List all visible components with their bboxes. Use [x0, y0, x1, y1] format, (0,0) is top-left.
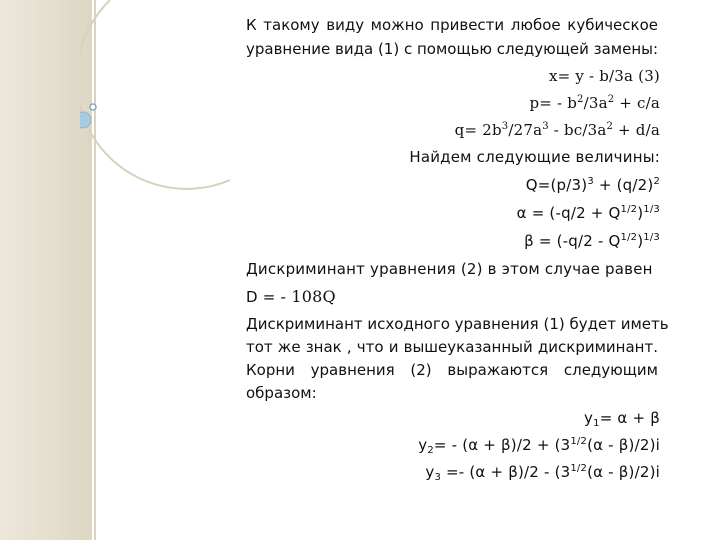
- quantity-alpha: $\alpha = (-q/2 + Q^{1/2})^{1/3}$: [516, 204, 660, 222]
- small-circle-icon: [90, 104, 96, 110]
- root-y3: $y_3 =- (\alpha + \beta)/2 - (3^{1/2}(\alpha - \beta)/2)i$: [425, 463, 660, 483]
- intro-line-2: уравнение вида (1) с помощью следующей замены:: [246, 40, 659, 58]
- quantity-Q: $Q=(p/3)^3 + (q/2)^2$: [525, 176, 660, 194]
- formula-x: x= y - b/3a (3): [548, 67, 660, 85]
- find-text: Найдем следующие величины:: [409, 148, 660, 166]
- paragraph-line-3: Корни уравнения (2) выражаются следующим: [246, 361, 658, 379]
- decorative-side-band: [0, 0, 92, 540]
- paragraph-line-1: Дискриминант исходного уравнения (1) будет иметь: [246, 315, 669, 333]
- paragraph-line-4: образом:: [246, 384, 317, 402]
- formula-q: $q= 2b^3/27a^3 - bc/3a^2 + d/a$: [454, 121, 660, 139]
- paragraph-line-2: тот же знак , что и вышеуказанный дискриминант.: [246, 338, 658, 356]
- quantity-beta: $\beta = (-q/2 - Q^{1/2})^{1/3}$: [524, 232, 660, 250]
- bullet-circle-icon: [80, 112, 91, 128]
- root-y1: $y_1= \alpha + \beta$: [584, 409, 660, 429]
- decorative-arc: [80, 0, 230, 200]
- formula-p: $p= - b^2/3a^2 + c/a$: [529, 94, 660, 112]
- root-y2: $y_2= - (\alpha + \beta)/2 + (3^{1/2}(\alpha - \beta)/2)i$: [418, 436, 660, 456]
- discriminant-text: Дискриминант уравнения (2) в этом случае равен: [246, 260, 653, 278]
- discriminant-formula: D = - 108Q: [246, 287, 336, 306]
- intro-line-1: К такому виду можно привести любое кубическое: [246, 16, 658, 34]
